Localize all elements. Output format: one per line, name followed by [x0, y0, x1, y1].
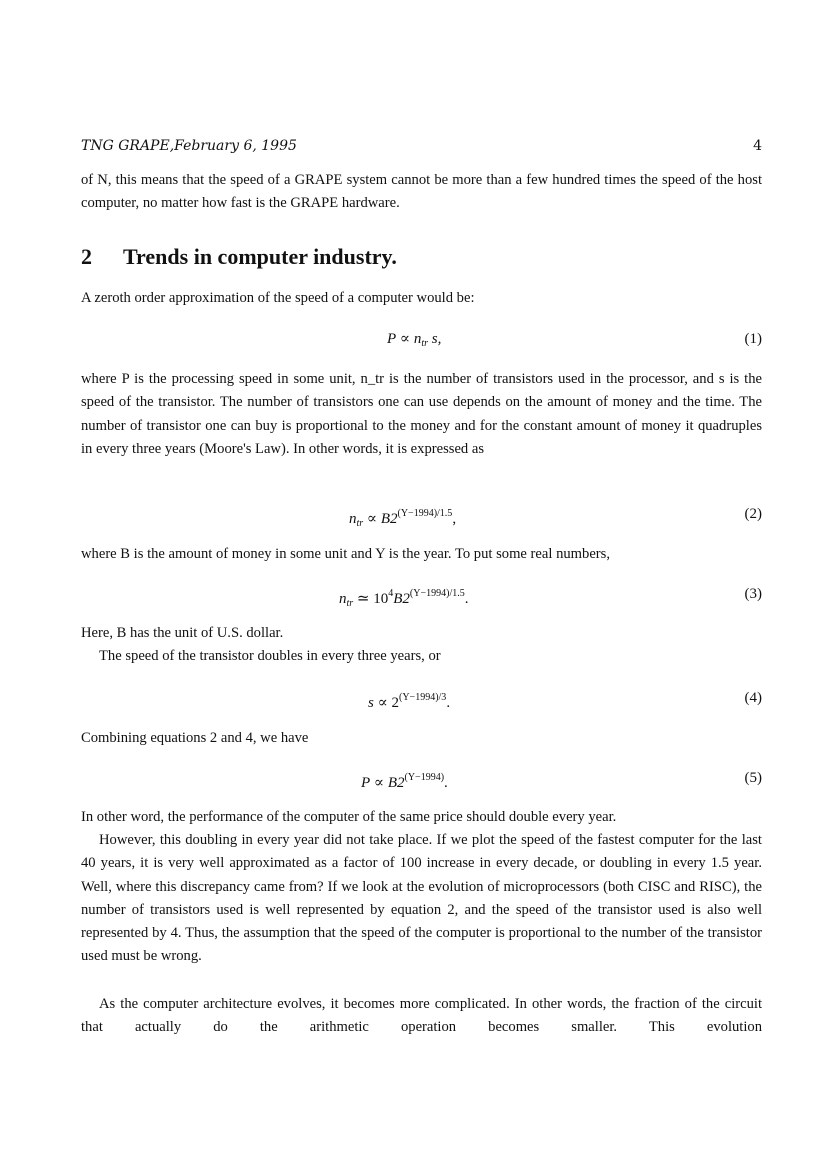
eq3-subscript: tr	[346, 598, 354, 609]
equation-number: (2)	[744, 506, 762, 522]
paragraph-speed: The speed of the transistor doubles in every three years, or	[99, 648, 441, 664]
equation-number: (5)	[744, 770, 762, 786]
equation-number: (3)	[744, 586, 762, 602]
eq4-relation: ∝	[377, 695, 388, 711]
eq3-tail: .	[464, 591, 469, 607]
section-title: Trends in computer industry.	[123, 244, 397, 269]
equation-2	[81, 502, 762, 529]
eq2-lhs: n	[349, 511, 357, 527]
eq3-base: B2	[393, 591, 410, 607]
eq5-tail: .	[444, 775, 448, 791]
eq1-rhs: n	[413, 331, 422, 347]
eq5-relation: ∝	[373, 775, 385, 791]
section-heading	[81, 243, 397, 271]
eq5-base: B2	[387, 775, 405, 791]
eq3-coefficient: 10	[373, 591, 389, 607]
paragraph-architecture: As the computer architecture evolves, it becomes more complicated. In other words, the fraction of the circuit that actually do the arithmetic operation becomes smaller. This evolution	[81, 996, 762, 1036]
eq4-exponent: (Y−1994)/3	[399, 692, 447, 703]
eq2-exponent: (Y−1994)/1.5	[397, 508, 453, 519]
eq4-base: 2	[391, 695, 399, 711]
running-head	[81, 137, 762, 155]
paragraph-performance: In other word, the performance of the computer of the same price should double every year.	[81, 809, 617, 825]
eq2-relation: ∝	[366, 511, 378, 527]
eq2-base: B2	[380, 511, 398, 527]
section-number: 2	[81, 244, 92, 269]
paragraph-combining: Combining equations 2 and 4, we have	[81, 730, 309, 746]
paragraph-definitions: where P is the processing speed in some unit, n_tr is the number of transistors used in the processor, and s is the speed of the transistor. The number of transistors one can use depends on the amount of money and the time. The number of transistor one can buy is proportional to the money and for the constant amount of money it quadruples in every three years (Moore's Law). In other words, it is expressed as	[81, 371, 762, 457]
eq1-tail: s,	[431, 331, 442, 347]
paragraph-continuation: of N, this means that the speed of a GRAPE system cannot be more than a few hundred times the speed of the host computer, no matter how fast is the GRAPE hardware.	[81, 172, 762, 212]
eq1-lhs: P	[387, 331, 397, 347]
eq1-relation: ∝	[399, 331, 411, 347]
equation-5	[81, 766, 762, 790]
page-number: 4	[753, 138, 762, 154]
eq3-lhs: n	[339, 591, 347, 607]
eq2-subscript: tr	[356, 518, 364, 529]
paragraph-discrepancy: However, this doubling in every year did not take place. If we plot the speed of the fastest computer for the last 40 years, it is very well approximated as a factor of 100 increase in every decade, or doubling in every 1.5 year. Well, where this discrepancy came from? If we look at the evolution of microprocessors (both CISC and RISC), the number of transistors used is well represented by equation 2, and the speed of the transistor used is also well represented by 4. Thus, the assumption that the speed of the computer is proportional to the number of the transistor used must be wrong.	[81, 832, 762, 965]
eq3-exponent: (Y−1994)/1.5	[409, 588, 465, 599]
eq1-subscript: tr	[421, 338, 428, 349]
equation-4	[81, 686, 762, 710]
running-head-title: TNG GRAPE,February 6, 1995	[81, 138, 297, 154]
paragraph-intro: A zeroth order approximation of the speed of a computer would be:	[81, 290, 475, 306]
equation-number: (1)	[744, 331, 762, 347]
eq5-exponent: (Y−1994)	[404, 772, 445, 783]
eq3-relation: ≃	[356, 591, 370, 607]
paragraph-money: where B is the amount of money in some unit and Y is the year. To put some real numbers,	[81, 546, 610, 562]
eq3-coefficient-exponent: 4	[388, 588, 394, 599]
eq4-lhs: s	[368, 695, 374, 711]
equation-number: (4)	[744, 690, 762, 706]
equation-1	[81, 327, 762, 351]
eq4-tail: .	[446, 695, 451, 711]
paragraph-unit: Here, B has the unit of U.S. dollar.	[81, 625, 284, 641]
equation-3	[81, 582, 762, 609]
eq2-tail: ,	[452, 511, 457, 527]
eq5-lhs: P	[361, 775, 371, 791]
